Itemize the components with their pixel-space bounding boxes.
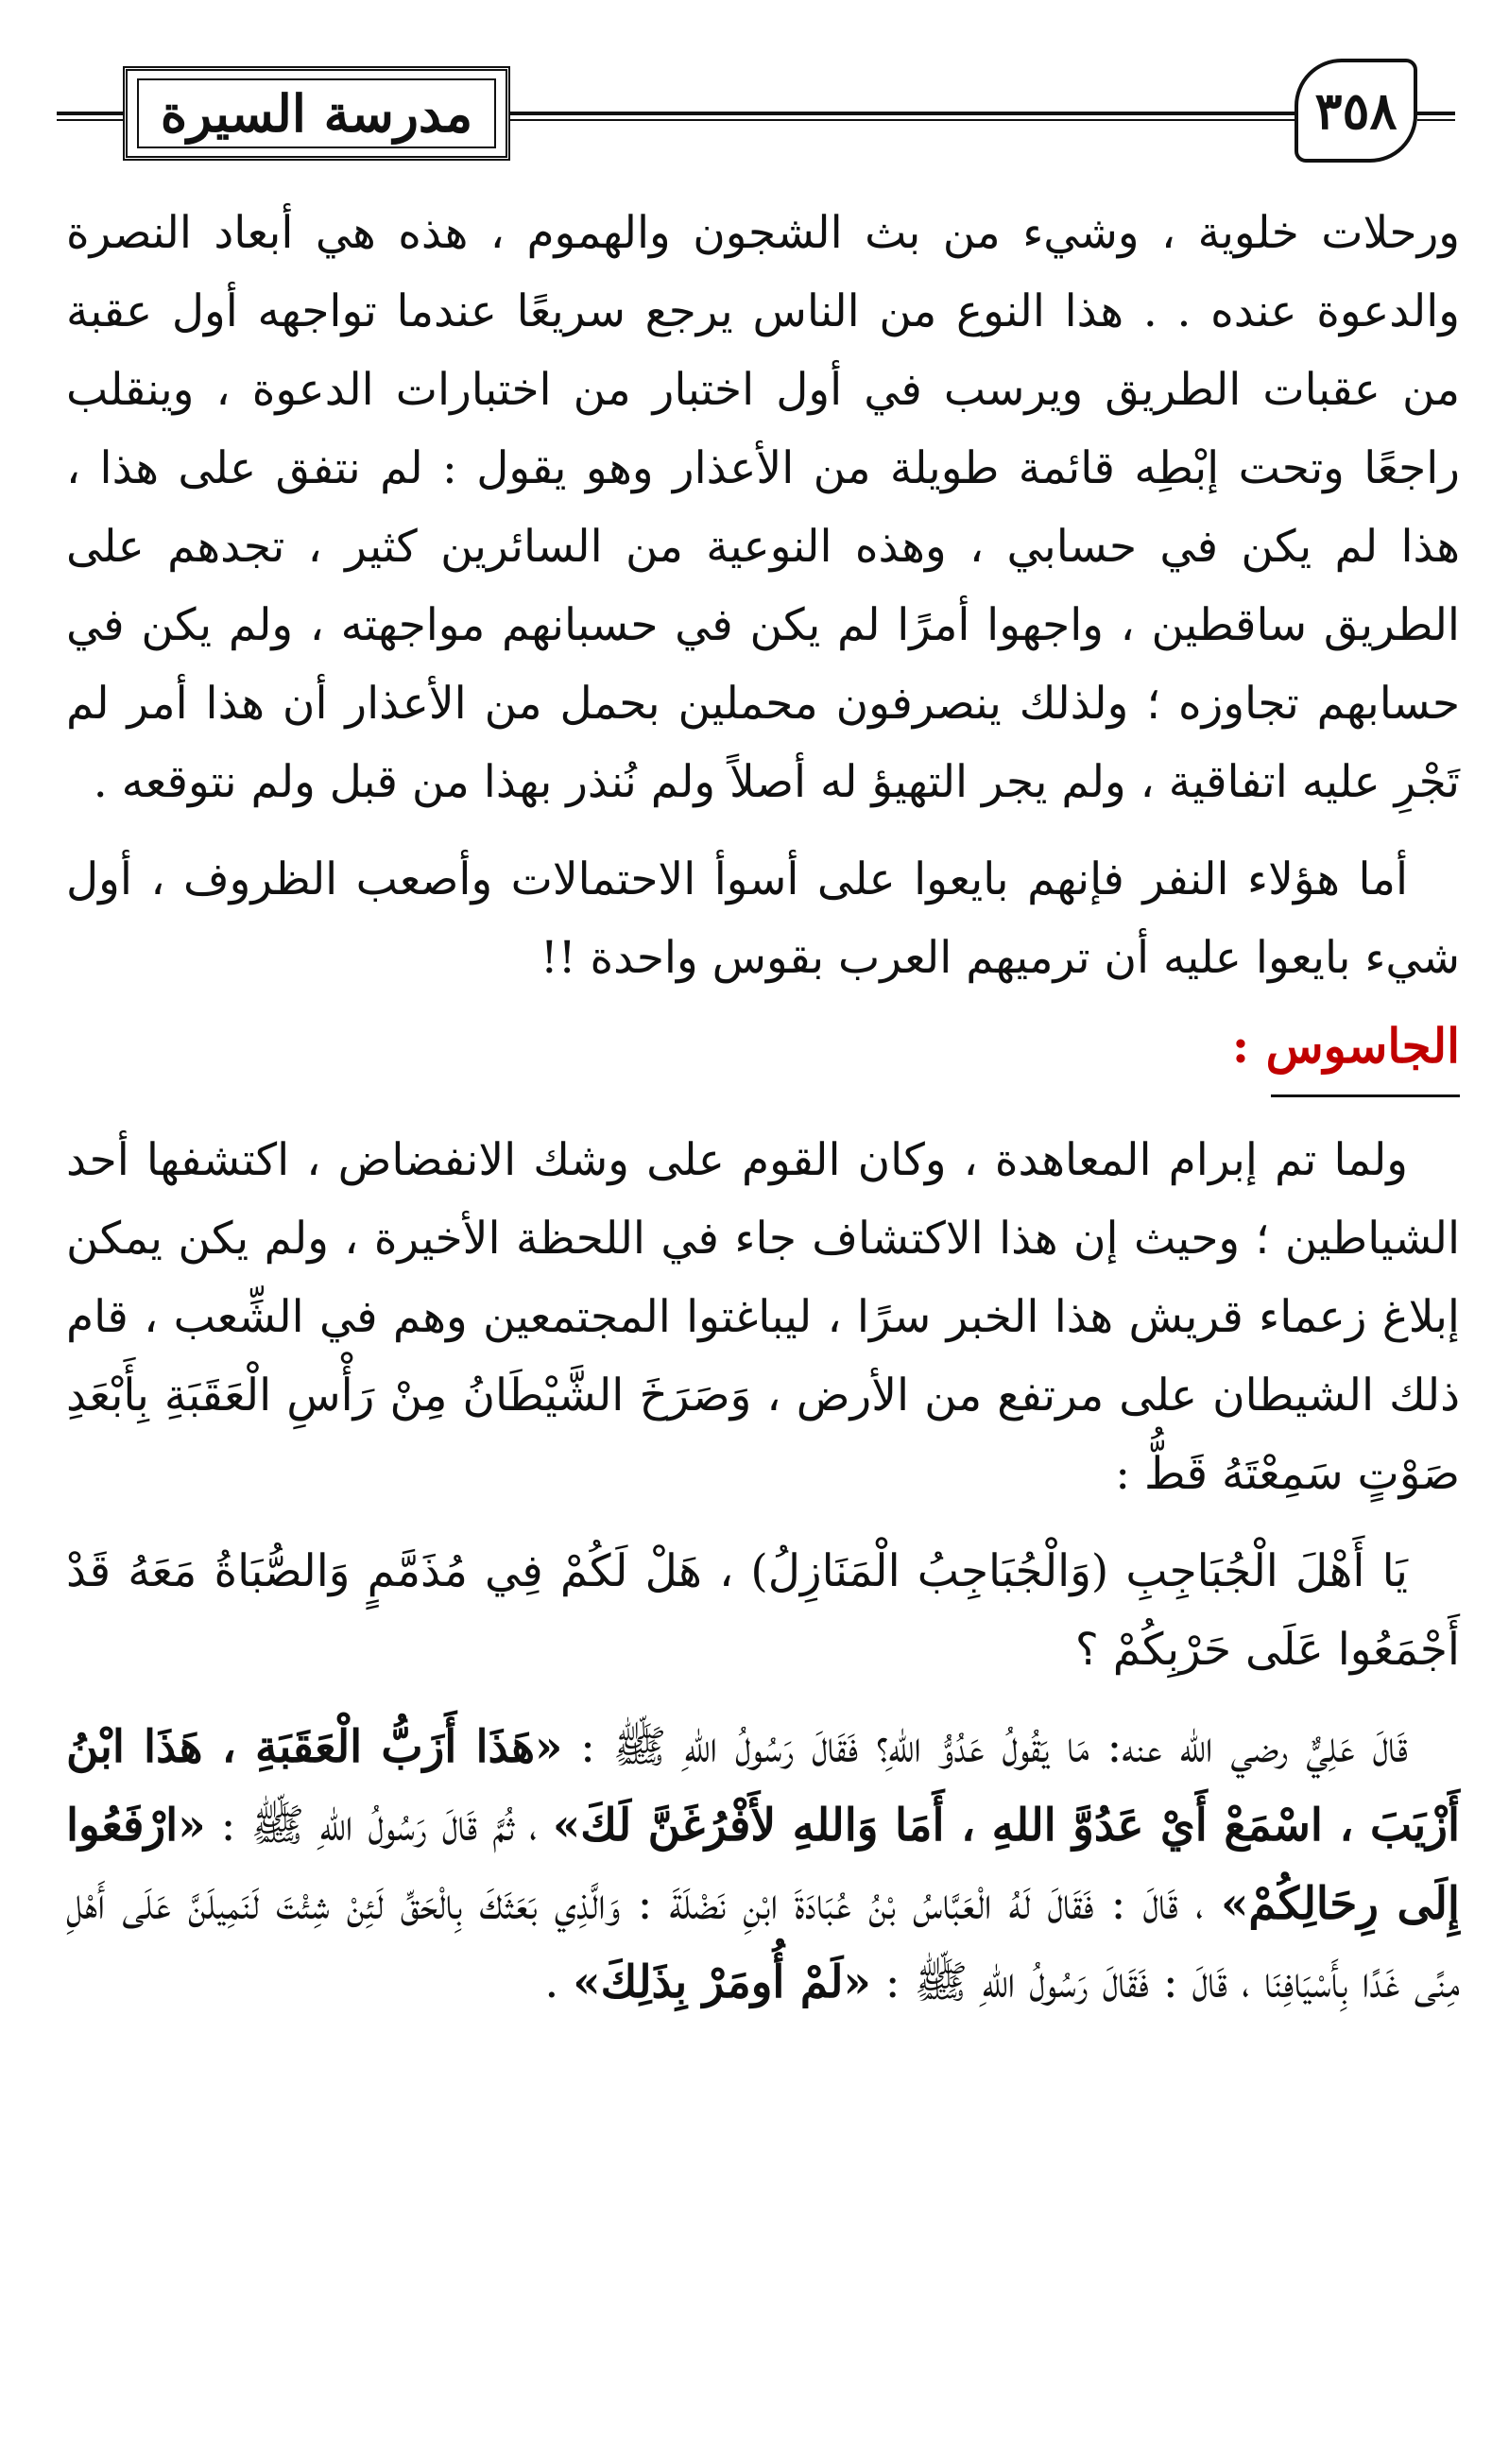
- page-number: ٣٥٨: [1314, 80, 1398, 141]
- running-title-frame: [123, 66, 510, 161]
- header-rule-right: [510, 112, 1295, 115]
- paragraph-5-part-c: ، ثُمَّ قَالَ رَسُولُ اللهِ ﷺ :: [205, 1800, 553, 1852]
- paragraph-4: يَا أَهْلَ الْجُبَاجِبِ (وَالْجُبَاجِبُ الْمَنَازِلُ) ، هَلْ لَكُمْ فِي مُذَمَّمٍ وَالصُّبَاةُ مَعَهُ قَدْ أَجْمَعُوا عَلَى حَرْبِكُمْ ؟: [66, 1545, 1460, 1676]
- page-header: [0, 0, 1509, 180]
- paragraph-5-part-a: قَالَ عَلِيٌّ رضي الله عنه: مَا يَقُولُ عَدُوُّ اللهِ؟ فَقَالَ رَسُولُ اللهِ ﷺ :: [562, 1721, 1408, 1773]
- hadith-quote-2: «ارْفَعُوا إِلَى رِحَالِكُمْ»: [66, 1800, 1460, 1930]
- header-rule-left-thin: [57, 119, 123, 121]
- running-title: مدرسة السيرة: [160, 83, 473, 144]
- section-heading: الجاسوس :: [1231, 1018, 1460, 1074]
- paragraph-3: ولما تم إبرام المعاهدة ، وكان القوم على وشك الانفضاض ، اكتشفها أحد الشياطين ؛ وحيث إن هذا الاكتشاف جاء في اللحظة الأخيرة ، ولم يكن يمكن إبلاغ زعماء قريش هذا الخبر سرًا ، ليباغتوا المجتمعين وهم في الشِّعب ، قام ذلك الشيطان على مرتفع من الأرض ، وَصَرَخَ الشَّيْطَانُ مِنْ رَأْسِ الْعَقَبَةِ بِأَبْعَدِ صَوْتٍ سَمِعْتَهُ قَطُّ :: [66, 1134, 1460, 1500]
- paragraph-1: ورحلات خلوية ، وشيء من بث الشجون والهموم ، هذه هي أبعاد النصرة والدعوة عنده . . هذا النوع من الناس يرجع سريعًا عندما تواجهه أول عقبة من عقبات الطريق ويرسب في أول اختبار من اختبارات الدعوة ، وينقلب راجعًا وتحت إبْطِه قائمة طويلة من الأعذار وهو يقول : لم نتفق على هذا ، هذا لم يكن في حسابي ، وهذه النوعية من السائرين كثير ، تجدهم على الطريق ساقطين ، واجهوا أمرًا لم يكن في حسبانهم مواجهته ، ولم يكن في حسابهم تجاوزه ؛ ولذلك ينصرفون محملين بحمل من الأعذار أن هذا أمر لم تَجْرِ عليه اتفاقية ، ولم يجر التهيؤ له أصلاً ولم نُنذر بهذا من قبل ولم نتوقعه .: [66, 207, 1460, 808]
- paragraph-2: أما هؤلاء النفر فإنهم بايعوا على أسوأ الاحتمالات وأصعب الظروف ، أول شيء بايعوا عليه أن ترميهم العرب بقوس واحدة !!: [66, 853, 1460, 984]
- header-rule-left: [57, 112, 123, 115]
- page-number-frame: [1295, 59, 1417, 163]
- page-body: [66, 194, 1460, 2022]
- paragraph-5: [66, 1708, 1460, 2022]
- paragraph-5-part-g: .: [544, 1956, 574, 2008]
- header-rule-end-thin: [1417, 119, 1455, 121]
- hadith-quote-3: «لَمْ أُومَرْ بِذَلِكَ»: [573, 1956, 871, 2008]
- header-rule-end: [1417, 112, 1455, 115]
- header-rule-right-thin: [510, 119, 1295, 121]
- paragraph-5-part-e: ، قَالَ : فَقَالَ لَهُ الْعَبَّاسُ بْنُ عُبَادَةَ ابْنِ نَضْلَةَ : وَالَّذِي بَعَثَكَ بِالْحَقِّ لَئِنْ شِئْتَ لَنَمِيلَنَّ عَلَى أَهْلِ مِنًى غَدًا بِأَسْيَافِنَا ، قَالَ : فَقَالَ رَسُولُ اللهِ ﷺ :: [66, 1878, 1460, 2008]
- hadith-quote-1: «هَذَا أَزَبُّ الْعَقَبَةِ ، هَذَا ابْنُ أَزْيَبَ ، اسْمَعْ أَيْ عَدُوَّ اللهِ ، أَمَا وَاللهِ لأَفْرُغَنَّ لَكَ»: [66, 1721, 1461, 1852]
- heading-underline: [1271, 1094, 1460, 1097]
